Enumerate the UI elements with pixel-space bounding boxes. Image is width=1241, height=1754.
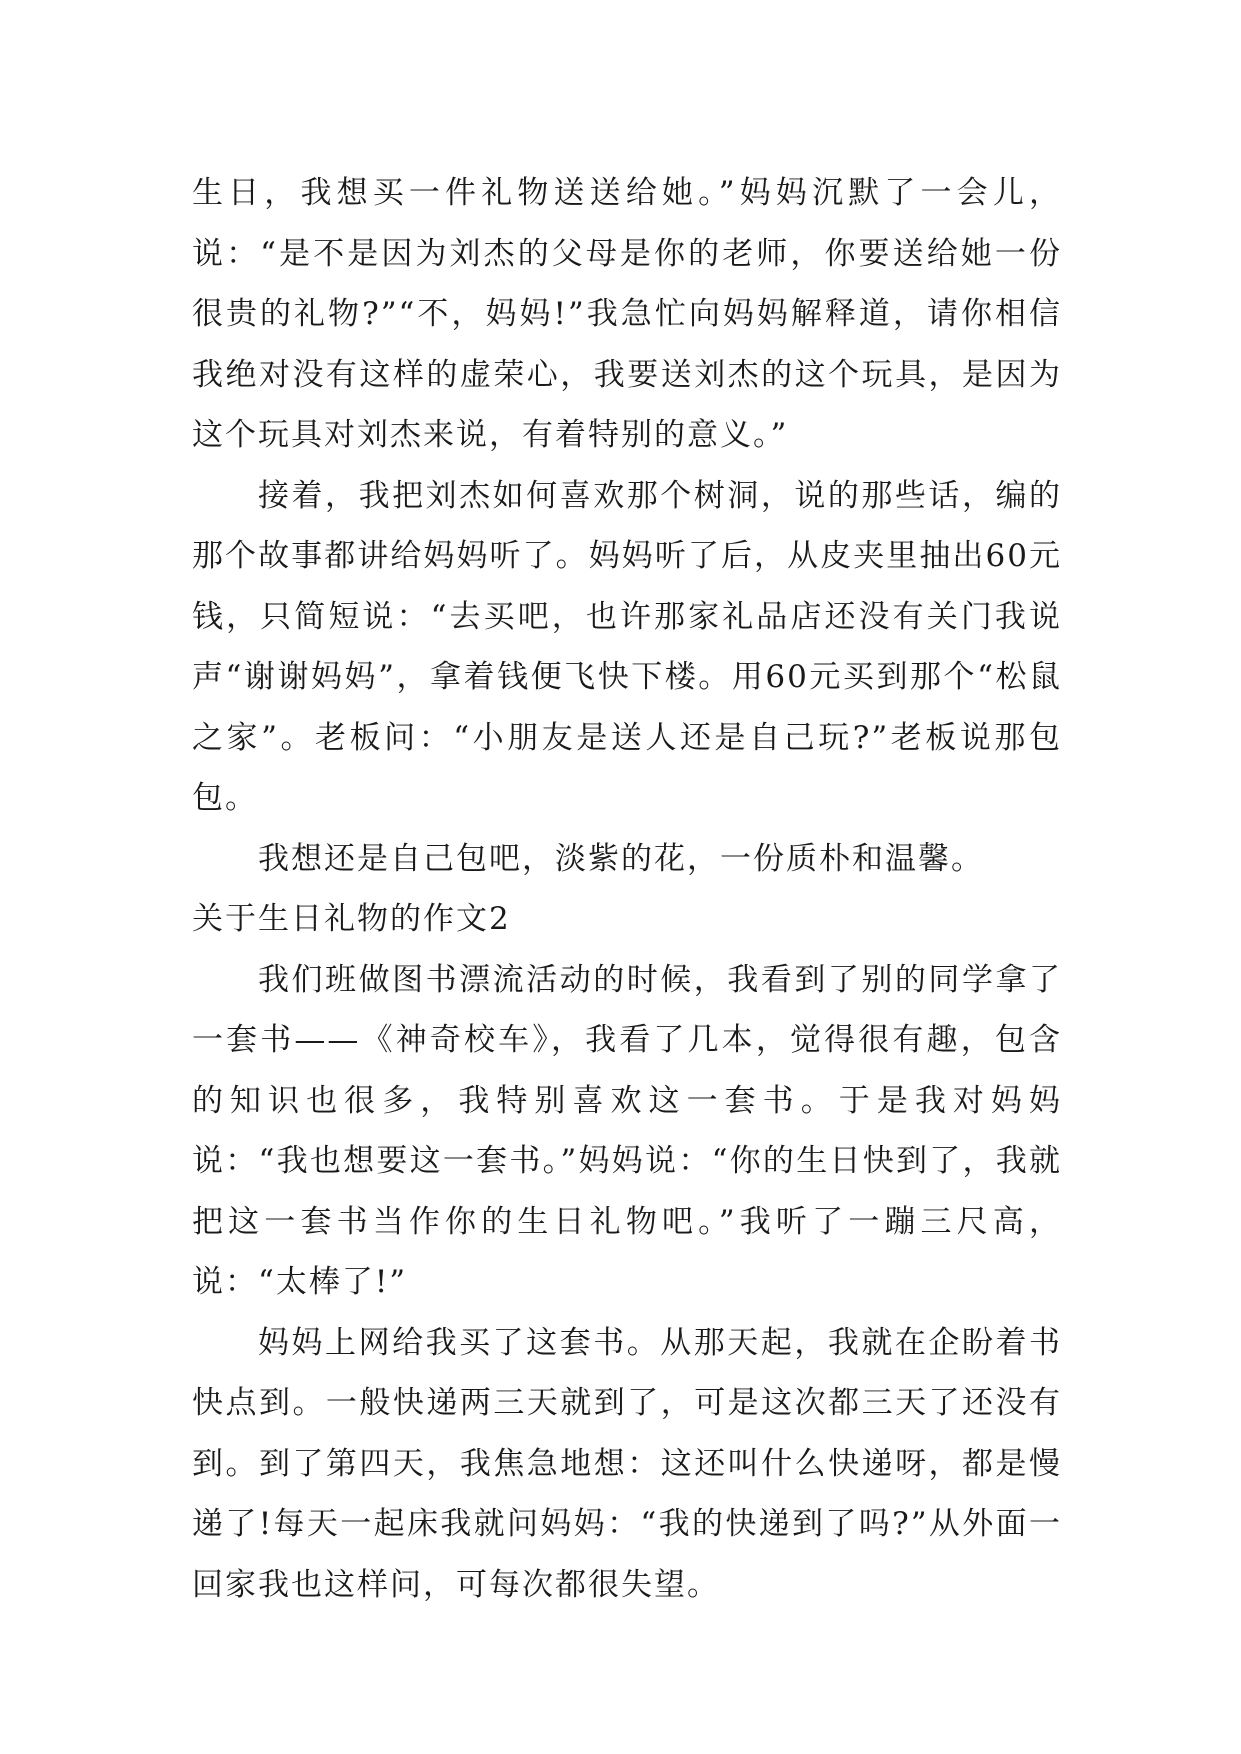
document-body (192, 163, 1062, 1615)
paragraph: 妈妈上网给我买了这套书。从那天起，我就在企盼着书快点到。一般快递两三天就到了，可是这次都三天了还没有到。到了第四天，我焦急地想：这还叫什么快递呀，都是慢递了!每天一起床我就问妈妈：“我的快递到了吗?”从外面一回家我也这样问，可每次都很失望。 (192, 1324, 1062, 1603)
paragraph: 生日，我想买一件礼物送送给她。”妈妈沉默了一会儿，说：“是不是因为刘杰的父母是你的老师，你要送给她一份很贵的礼物?”“不，妈妈!”我急忙向妈妈解释道，请你相信我绝对没有这样的虚荣心，我要送刘杰的这个玩具，是因为这个玩具对刘杰来说，有着特别的意义。” (192, 175, 1062, 453)
paragraph: 我们班做图书漂流活动的时候，我看到了别的同学拿了一套书——《神奇校车》，我看了几本，觉得很有趣，包含的知识也很多，我特别喜欢这一套书。于是我对妈妈说：“我也想要这一套书。”妈妈说：“你的生日快到了，我就把这一套书当作你的生日礼物吧。”我听了一蹦三尺高，说：“太棒了!” (192, 961, 1062, 1300)
section-heading: 关于生日礼物的作文2 (192, 901, 511, 937)
paragraph: 我想还是自己包吧，淡紫的花，一份质朴和温馨。 (258, 840, 984, 877)
paragraph: 接着，我把刘杰如何喜欢那个树洞，说的那些话，编的那个故事都讲给妈妈听了。妈妈听了后，从皮夹里抽出60元钱，只简短说：“去买吧，也许那家礼品店还没有关门我说声“谢谢妈妈”，拿着钱便飞快下楼。用60元买到那个“松鼠之家”。老板问：“小朋友是送人还是自己玩?”老板说那包包。 (192, 477, 1062, 816)
